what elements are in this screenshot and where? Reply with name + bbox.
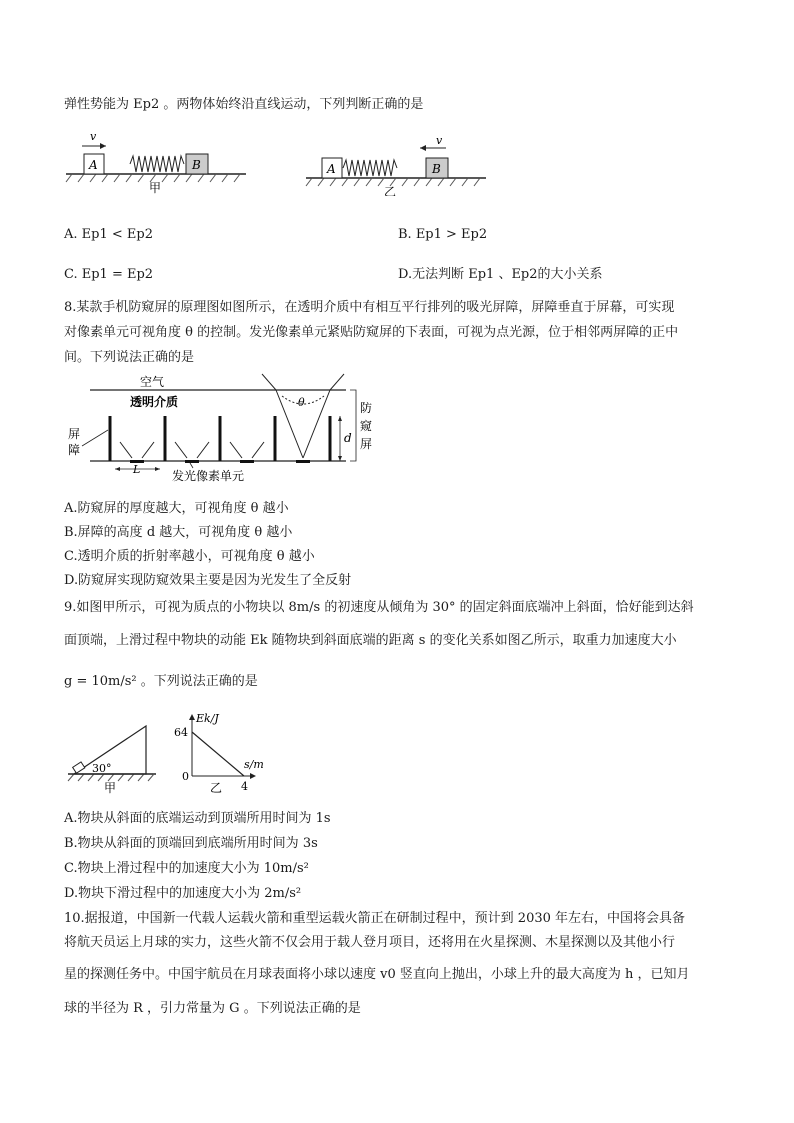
q10-stem-line2: 将航天员运上月球的实力，这些火箭不仅会用于载人登月项目，还将用在火星探测、木星探测以及其他小行 [64, 935, 676, 950]
q9-stem-line3: g = 10m/s² 。下列说法正确的是 [64, 674, 258, 689]
pixel-label: 发光像素单元 [172, 469, 245, 483]
d-label: d [344, 431, 352, 445]
medium-label: 透明介质 [130, 395, 179, 409]
small-block [73, 762, 85, 773]
q7-figure [64, 126, 504, 196]
block-b-2-label: B [432, 162, 441, 176]
q7-option-c[interactable]: C. Ep1 = Ep2 [64, 267, 154, 282]
figure-jia [66, 130, 246, 195]
q8-option-a[interactable]: A.防窥屏的厚度越大，可视角度 θ 越小 [64, 501, 289, 516]
screen-label-3: 屏 [360, 437, 373, 451]
velocity-label-2: v [436, 134, 443, 147]
velocity-label: v [90, 130, 97, 143]
angle-label: 30° [92, 762, 112, 775]
block-b-label: B [192, 158, 201, 172]
screen-label-1: 防 [360, 401, 373, 415]
q9-option-b[interactable]: B.物块从斜面的顶端回到底端所用时间为 3s [64, 836, 318, 851]
yi-label: 乙 [210, 781, 223, 795]
theta-label: θ [298, 396, 305, 409]
q10-stem-line1: 10.据报道，中国新一代载人运载火箭和重型运载火箭正在研制过程中，预计到 2030 年左右，中国将会具备 [64, 911, 686, 926]
q7-intro: 弹性势能为 Ep2 。两物体始终沿直线运动，下列判断正确的是 [64, 97, 424, 112]
q7-option-d[interactable]: D.无法判断 Ep1 、Ep2的大小关系 [398, 267, 603, 282]
ek-axis-label: Ek/J [196, 712, 219, 725]
q8-figure [60, 372, 380, 484]
q9-figure [64, 712, 304, 798]
figure-yi-label: 乙 [384, 185, 397, 196]
q8-option-d[interactable]: D.防窥屏实现防窥效果主要是因为光发生了全反射 [64, 573, 352, 588]
q8-stem-line2: 对像素单元可视角度 θ 的控制。发光像素单元紧贴防窥屏的下表面，可视为点光源，位于相邻两屏障的正中 [64, 325, 679, 340]
y-tick-label: 64 [174, 726, 188, 739]
q9-option-d[interactable]: D.物块下滑过程中的加速度大小为 2m/s² [64, 886, 302, 901]
block-a-2-label: A [327, 162, 336, 176]
jia-label: 甲 [104, 781, 117, 795]
q10-stem-line4: 球的半径为 R ，引力常量为 G 。下列说法正确的是 [64, 1001, 361, 1016]
figure-jia-label: 甲 [149, 181, 162, 195]
spring-2 [343, 160, 397, 176]
q9-option-a[interactable]: A.物块从斜面的底端运动到顶端所用时间为 1s [64, 811, 331, 826]
ek-s-graph [174, 712, 264, 795]
q7-option-a[interactable]: A. Ep1 < Ep2 [64, 227, 153, 242]
q8-stem-line3: 间。下列说法正确的是 [64, 350, 195, 365]
q9-option-c[interactable]: C.物块上滑过程中的加速度大小为 10m/s² [64, 861, 309, 876]
barrier-label-2: 障 [68, 443, 81, 457]
figure-yi [306, 134, 486, 196]
q10-stem-line3: 星的探测任务中。中国宇航员在月球表面将小球以速度 v0 竖直向上抛出，小球上升的最大高度为 h ，已知月 [64, 967, 690, 982]
s-axis-label: s/m [244, 758, 264, 771]
x-tick-label: 4 [241, 780, 248, 793]
q9-stem-line1: 9.如图甲所示，可视为质点的小物块以 8m/s 的初速度从倾角为 30° 的固定斜面底端冲上斜面，恰好能到达斜 [64, 600, 694, 615]
q8-stem-line1: 8.某款手机防窥屏的原理图如图所示，在透明介质中有相互平行排列的吸光屏障，屏障垂直于屏幕，可实现 [64, 300, 675, 315]
q8-option-c[interactable]: C.透明介质的折射率越小，可视角度 θ 越小 [64, 549, 315, 564]
block-a-label: A [89, 158, 98, 172]
L-label: L [133, 463, 141, 476]
spring [130, 156, 184, 172]
origin-label: 0 [182, 770, 189, 783]
air-label: 空气 [140, 375, 165, 389]
q8-option-b[interactable]: B.屏障的高度 d 越大，可视角度 θ 越小 [64, 525, 293, 540]
q7-option-b[interactable]: B. Ep1 > Ep2 [398, 227, 488, 242]
q9-stem-line2: 面顶端，上滑过程中物块的动能 Ek 随物块到斜面底端的距离 s 的变化关系如图乙所示，取重力加速度大小 [64, 633, 677, 648]
screen-label-2: 窥 [360, 419, 373, 433]
barrier-label-1: 屏 [68, 427, 81, 441]
ek-line [192, 732, 244, 776]
incline-figure [68, 726, 156, 795]
